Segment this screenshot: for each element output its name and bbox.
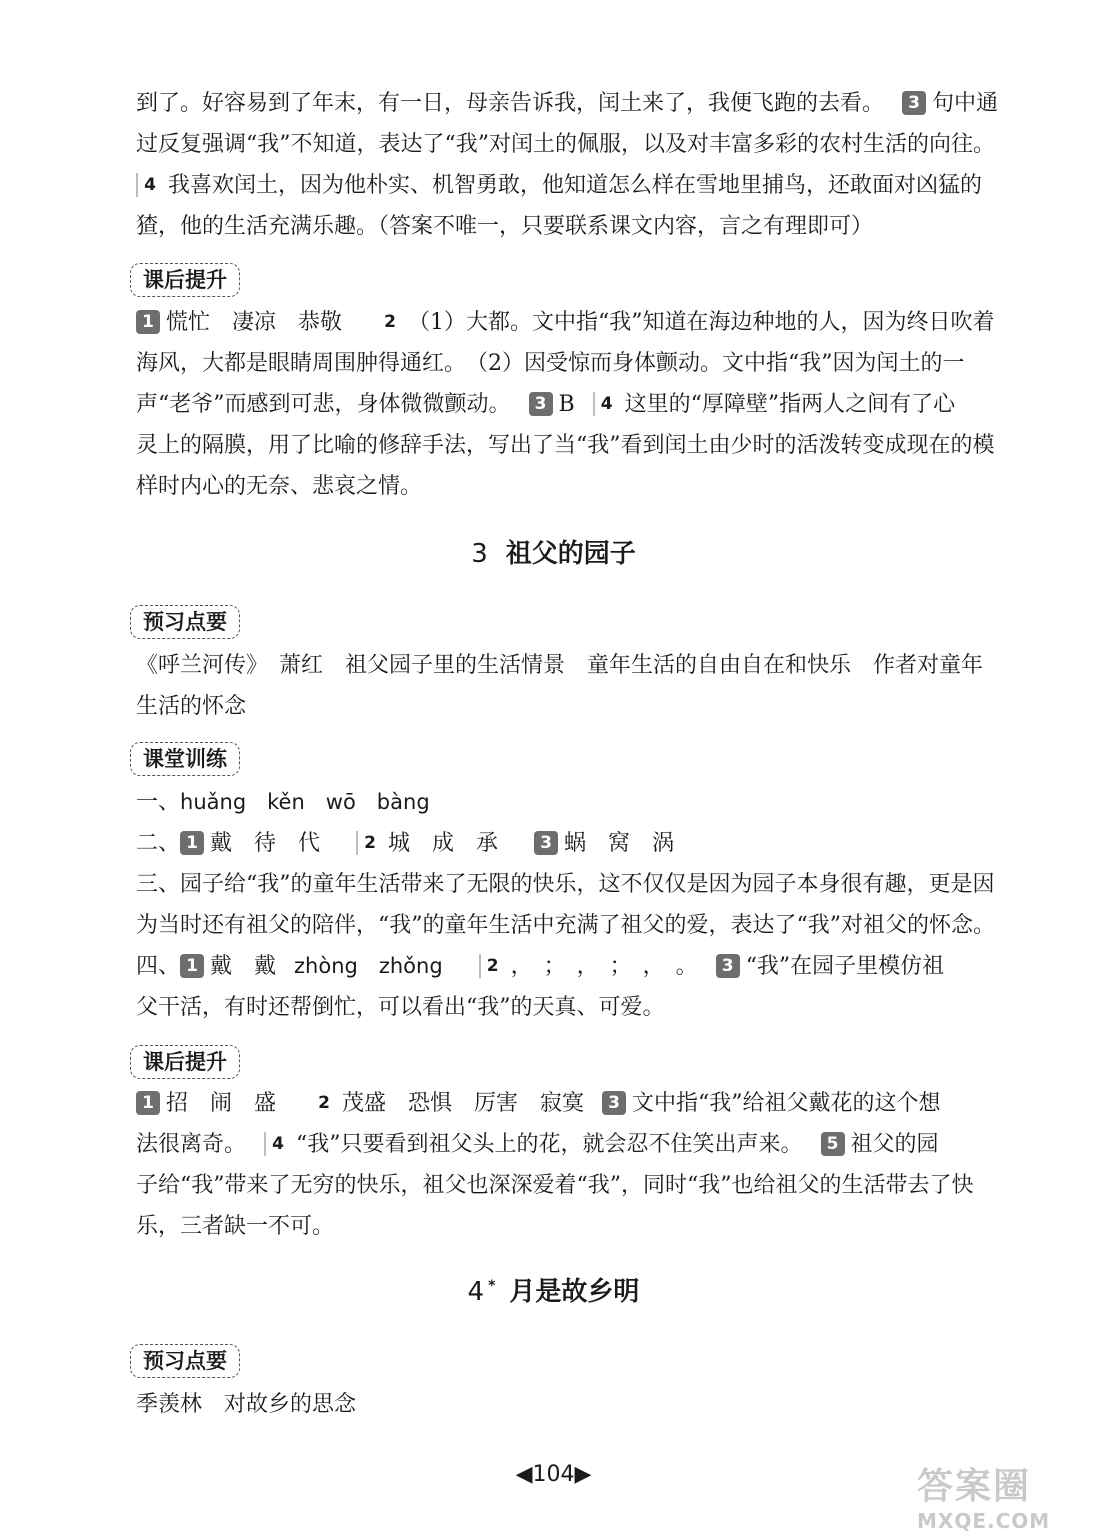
section-tag-after-class: 课后提升 <box>130 1045 240 1079</box>
text-line: 海风，大都是眼睛周围肿得通红。 （2）因受惊而身体颤动。文中指“我”因为闰土的一 <box>136 351 965 376</box>
lesson-heading <box>0 533 1107 570</box>
answer-text: （1）大都。文中指“我”知道在海边种地的人，因为终日吹着 <box>408 310 995 335</box>
watermark-text: 答案圈 <box>917 1466 1032 1507</box>
answer-text: 戴 待 代 <box>210 831 321 856</box>
question-number-badge: 2 <box>479 954 505 978</box>
question-number-badge: 3 <box>902 91 926 115</box>
text-line <box>136 165 1026 206</box>
question-number-badge: 1 <box>136 310 160 334</box>
after-class-answers <box>136 1083 1026 1247</box>
answer-text: 法很离奇。 <box>136 1132 247 1157</box>
answer-text: 我喜欢闰土，因为他朴实、机智勇敢，他知道怎么样在雪地里捕鸟，还敢面对凶猛的 <box>168 173 983 198</box>
watermark-url: MXQE.COM <box>917 1509 1051 1533</box>
text-line: 猹，他的生活充满乐趣。（答案不唯一，只要联系课文内容，言之有理即可） <box>136 214 874 239</box>
answer-text: ， ； ， ； ， 。 <box>510 954 698 979</box>
question-number-badge: 3 <box>534 831 558 855</box>
question-number-badge: 1 <box>180 954 204 978</box>
question-number-badge: 4 <box>593 392 619 416</box>
answer-text: 招 闹 盛 <box>166 1091 277 1116</box>
answer-text: 戴 戴 <box>210 954 277 979</box>
question-number-badge: 1 <box>136 1091 160 1115</box>
text-line: 乐，三者缺一不可。 <box>136 1214 335 1239</box>
page-number: ◀104▶ <box>515 1462 592 1487</box>
pinyin-answer: zhòng zhǒng <box>294 954 443 978</box>
question-number-badge: 2 <box>384 312 396 332</box>
text-line <box>136 1124 1026 1165</box>
text-line <box>136 782 1026 823</box>
text-line: 样时内心的无奈、悲哀之情。 <box>136 474 423 499</box>
class-training-answers <box>136 782 1026 1028</box>
lesson-title: 祖父的园子 <box>505 539 636 569</box>
section-tag-preview: 预习点要 <box>130 1344 240 1378</box>
text-line: 三、园子给“我”的童年生活带来了无限的快乐，这不仅仅是因为园子本身很有趣，更是因 <box>136 872 995 897</box>
answer-text: 到了。好容易到了年末，有一日，母亲告诉我，闰土来了，我便飞跑的去看。 <box>136 91 885 116</box>
text-line <box>136 83 1026 124</box>
answer-text: “我”只要看到祖父头上的花，就会忍不住笑出声来。 <box>296 1132 803 1157</box>
text-line <box>136 1083 1026 1124</box>
answer-text: 茂盛 恐惧 厉害 寂寞 <box>342 1091 585 1116</box>
text-line: 为当时还有祖父的陪伴，“我”的童年生活中充满了祖父的爱，表达了“我”对祖父的怀念。 <box>136 913 995 938</box>
lesson-number: 4 <box>467 1277 485 1307</box>
section-tag-class-training: 课堂训练 <box>130 742 240 776</box>
optional-lesson-star: * <box>488 1278 496 1295</box>
answer-text: 句中通 <box>932 91 999 116</box>
question-number-badge: 4 <box>136 173 162 197</box>
text-line <box>136 823 1026 864</box>
after-class-answers <box>136 302 1026 507</box>
pinyin-answer: huǎng kěn wō bàng <box>180 790 430 814</box>
lesson-number: 3 <box>471 539 488 569</box>
answer-text: 这里的“厚障壁”指两人之间有了心 <box>624 392 956 417</box>
answer-text: 声“老爷”而感到可悲，身体微微颤动。 <box>136 392 511 417</box>
section-tag-after-class: 课后提升 <box>130 263 240 297</box>
question-label: 四、 <box>136 954 181 979</box>
question-number-badge: 3 <box>602 1091 626 1115</box>
question-number-badge: 2 <box>318 1093 330 1113</box>
question-number-badge: 2 <box>356 831 382 855</box>
question-number-badge: 1 <box>180 831 204 855</box>
watermark-logo <box>917 1458 1097 1533</box>
lesson-title: 月是故乡明 <box>509 1277 640 1307</box>
text-line: 过反复强调“我”不知道，表达了“我”对闰土的佩服，以及对丰富多彩的农村生活的向往。 <box>136 132 995 157</box>
text-line: 季羡林 对故乡的思念 <box>136 1392 357 1417</box>
text-line: 子给“我”带来了无穷的快乐，祖父也深深爱着“我”，同时“我”也给祖父的生活带去了快 <box>136 1173 974 1198</box>
text-line: 父干活，有时还帮倒忙，可以看出“我”的天真、可爱。 <box>136 995 665 1020</box>
question-number-badge: 3 <box>529 392 553 416</box>
question-number-badge: 4 <box>264 1132 290 1156</box>
question-number-badge: 5 <box>821 1132 845 1156</box>
answer-text: “我”在园子里模仿祖 <box>745 954 945 979</box>
answer-text: 城 成 承 <box>388 831 499 856</box>
answer-text: B <box>558 392 575 417</box>
text-line: 灵上的隔膜，用了比喻的修辞手法，写出了当“我”看到闰土由少时的活泼转变成现在的模 <box>136 433 995 458</box>
lesson-heading <box>0 1271 1107 1308</box>
text-line: 生活的怀念 <box>136 694 247 719</box>
answer-text: 慌忙 凄凉 恭敬 <box>166 310 343 335</box>
preview-answers <box>136 1384 1026 1425</box>
text-line <box>136 384 1026 425</box>
answer-text: 文中指“我”给祖父戴花的这个想 <box>632 1091 941 1116</box>
text-line <box>136 302 1026 343</box>
question-number-badge: 3 <box>716 954 740 978</box>
preview-answers <box>136 645 1026 727</box>
text-line <box>136 946 1026 987</box>
question-label: 二、 <box>136 831 181 856</box>
top-answers <box>136 83 1026 247</box>
text-line: 《呼兰河传》 萧红 祖父园子里的生活情景 童年生活的自由自在和快乐 作者对童年 <box>136 653 984 678</box>
answer-text: 祖父的园 <box>850 1132 939 1157</box>
question-label: 一、 <box>136 790 181 815</box>
answer-text: 蜗 窝 涡 <box>564 831 675 856</box>
section-tag-preview: 预习点要 <box>130 605 240 639</box>
